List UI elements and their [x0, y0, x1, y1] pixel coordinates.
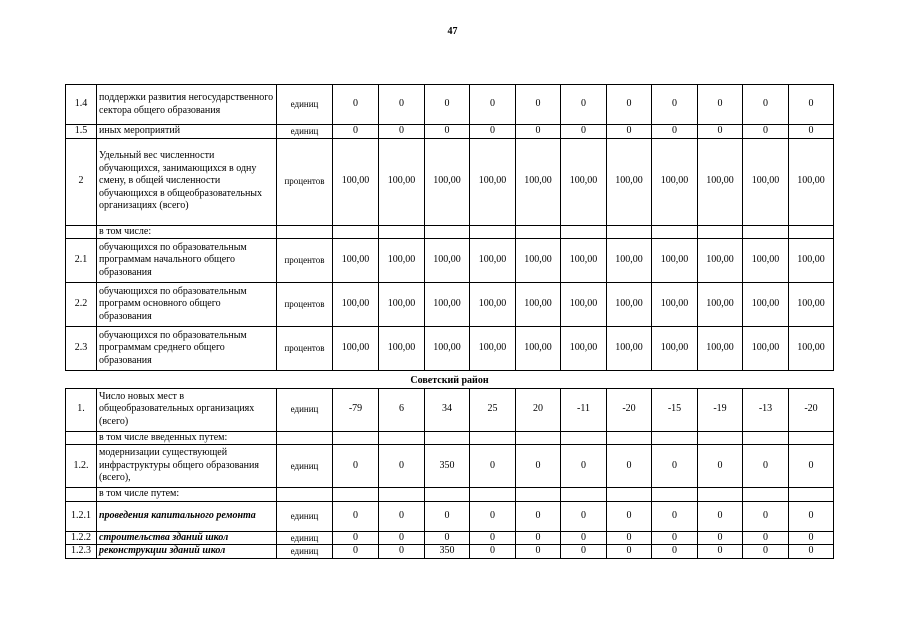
- value-cell: 0: [561, 501, 607, 531]
- value-cell: [425, 225, 470, 239]
- value-cell: [516, 488, 561, 502]
- value-cell: 100,00: [425, 138, 470, 225]
- row-unit: единиц: [277, 85, 333, 125]
- value-cell: [379, 225, 425, 239]
- value-cell: [652, 488, 698, 502]
- value-cell: 0: [789, 545, 834, 559]
- table-row: [66, 388, 834, 431]
- value-cell: 0: [743, 125, 789, 139]
- value-cell: 0: [743, 545, 789, 559]
- section-title-row: [66, 375, 834, 388]
- table-row: [66, 125, 834, 139]
- value-cell: 100,00: [425, 327, 470, 371]
- row-description: Число новых мест в общеобразовательных организациях (всего): [97, 388, 277, 431]
- row-description: в том числе введенных путем:: [97, 431, 277, 445]
- row-unit: единиц: [277, 388, 333, 431]
- value-cell: 0: [516, 85, 561, 125]
- value-cell: 0: [425, 85, 470, 125]
- row-description: поддержки развития негосударственного сектора общего образования: [97, 85, 277, 125]
- value-cell: 100,00: [607, 283, 652, 327]
- value-cell: 100,00: [607, 138, 652, 225]
- value-cell: [333, 225, 379, 239]
- value-cell: 100,00: [607, 327, 652, 371]
- row-number: 1.2.: [66, 445, 97, 488]
- value-cell: [561, 431, 607, 445]
- value-cell: 0: [470, 445, 516, 488]
- value-cell: 100,00: [470, 327, 516, 371]
- value-cell: 0: [789, 125, 834, 139]
- value-cell: 0: [789, 445, 834, 488]
- value-cell: 0: [698, 445, 743, 488]
- value-cell: 0: [333, 501, 379, 531]
- value-cell: 0: [561, 85, 607, 125]
- value-cell: 0: [561, 125, 607, 139]
- value-cell: [743, 225, 789, 239]
- value-cell: [607, 225, 652, 239]
- value-cell: 100,00: [561, 138, 607, 225]
- row-description: Удельный вес численности обучающихся, занимающихся в одну смену, в общей численности обучающихся в общеобразовательных организациях (всего): [97, 138, 277, 225]
- value-cell: [425, 431, 470, 445]
- row-unit: процентов: [277, 283, 333, 327]
- value-cell: 0: [333, 531, 379, 545]
- value-cell: 0: [470, 85, 516, 125]
- table-row: [66, 225, 834, 239]
- value-cell: 100,00: [652, 327, 698, 371]
- value-cell: 100,00: [789, 327, 834, 371]
- value-cell: 100,00: [470, 138, 516, 225]
- value-cell: 0: [516, 501, 561, 531]
- value-cell: [470, 431, 516, 445]
- value-cell: [516, 225, 561, 239]
- value-cell: 0: [652, 445, 698, 488]
- row-unit: процентов: [277, 138, 333, 225]
- value-cell: 0: [561, 445, 607, 488]
- value-cell: 0: [425, 531, 470, 545]
- row-number: 1.2.1: [66, 501, 97, 531]
- value-cell: 100,00: [425, 283, 470, 327]
- row-unit: [277, 225, 333, 239]
- value-cell: 0: [516, 545, 561, 559]
- row-unit: единиц: [277, 545, 333, 559]
- value-cell: 0: [789, 531, 834, 545]
- table-row: [66, 488, 834, 502]
- value-cell: 100,00: [698, 283, 743, 327]
- value-cell: 100,00: [743, 138, 789, 225]
- row-description: в том числе путем:: [97, 488, 277, 502]
- value-cell: 0: [698, 545, 743, 559]
- indicator-table-sovetsky: [65, 375, 834, 559]
- row-number: 2.2: [66, 283, 97, 327]
- value-cell: 0: [789, 85, 834, 125]
- value-cell: 0: [607, 125, 652, 139]
- row-unit: [277, 488, 333, 502]
- value-cell: 20: [516, 388, 561, 431]
- row-description: иных мероприятий: [97, 125, 277, 139]
- value-cell: 350: [425, 445, 470, 488]
- value-cell: 100,00: [516, 283, 561, 327]
- table-row: [66, 327, 834, 371]
- value-cell: [561, 225, 607, 239]
- value-cell: -19: [698, 388, 743, 431]
- value-cell: 100,00: [789, 283, 834, 327]
- row-number: [66, 225, 97, 239]
- value-cell: 0: [743, 85, 789, 125]
- value-cell: 100,00: [516, 239, 561, 283]
- row-number: 1.2.3: [66, 545, 97, 559]
- row-number: 2.1: [66, 239, 97, 283]
- value-cell: 0: [652, 501, 698, 531]
- value-cell: -20: [789, 388, 834, 431]
- value-cell: [333, 488, 379, 502]
- value-cell: 0: [379, 501, 425, 531]
- table-row: [66, 531, 834, 545]
- value-cell: 100,00: [789, 138, 834, 225]
- value-cell: 100,00: [561, 327, 607, 371]
- table-row: [66, 445, 834, 488]
- value-cell: 0: [607, 445, 652, 488]
- value-cell: 0: [561, 531, 607, 545]
- row-description: обучающихся по образовательным программ основного общего образования: [97, 283, 277, 327]
- value-cell: 100,00: [333, 327, 379, 371]
- value-cell: 0: [470, 125, 516, 139]
- value-cell: 0: [333, 85, 379, 125]
- value-cell: [379, 431, 425, 445]
- value-cell: [789, 225, 834, 239]
- value-cell: 0: [652, 545, 698, 559]
- row-unit: единиц: [277, 501, 333, 531]
- value-cell: 0: [379, 445, 425, 488]
- row-number: [66, 431, 97, 445]
- row-unit: процентов: [277, 239, 333, 283]
- table-row: [66, 283, 834, 327]
- row-description: в том числе:: [97, 225, 277, 239]
- table-row: [66, 431, 834, 445]
- value-cell: 0: [743, 501, 789, 531]
- value-cell: 0: [698, 85, 743, 125]
- value-cell: 0: [333, 545, 379, 559]
- value-cell: 100,00: [743, 239, 789, 283]
- value-cell: 100,00: [425, 239, 470, 283]
- value-cell: 100,00: [789, 239, 834, 283]
- value-cell: 100,00: [607, 239, 652, 283]
- value-cell: -20: [607, 388, 652, 431]
- value-cell: 0: [607, 85, 652, 125]
- value-cell: 100,00: [516, 138, 561, 225]
- value-cell: 0: [698, 501, 743, 531]
- value-cell: [607, 431, 652, 445]
- indicator-table-top: [65, 84, 834, 371]
- row-description: обучающихся по образовательным программам среднего общего образования: [97, 327, 277, 371]
- value-cell: 0: [470, 545, 516, 559]
- value-cell: [743, 488, 789, 502]
- value-cell: 100,00: [743, 327, 789, 371]
- value-cell: [698, 488, 743, 502]
- value-cell: 0: [698, 531, 743, 545]
- value-cell: [516, 431, 561, 445]
- value-cell: 0: [789, 501, 834, 531]
- value-cell: 100,00: [743, 283, 789, 327]
- value-cell: 0: [516, 125, 561, 139]
- value-cell: -79: [333, 388, 379, 431]
- table-row: [66, 239, 834, 283]
- value-cell: 100,00: [652, 283, 698, 327]
- value-cell: 100,00: [379, 327, 425, 371]
- table-row: [66, 85, 834, 125]
- row-unit: единиц: [277, 445, 333, 488]
- value-cell: 0: [425, 501, 470, 531]
- value-cell: [470, 488, 516, 502]
- row-description: реконструкции зданий школ: [97, 545, 277, 559]
- row-unit: процентов: [277, 327, 333, 371]
- row-description: модернизации существующей инфраструктуры общего образования (всего),: [97, 445, 277, 488]
- page-number: 47: [447, 26, 458, 37]
- row-number: 2.3: [66, 327, 97, 371]
- value-cell: 0: [379, 125, 425, 139]
- value-cell: 100,00: [379, 239, 425, 283]
- value-cell: [698, 225, 743, 239]
- value-cell: 34: [425, 388, 470, 431]
- value-cell: [470, 225, 516, 239]
- row-description: строительства зданий школ: [97, 531, 277, 545]
- value-cell: 100,00: [333, 239, 379, 283]
- value-cell: 100,00: [516, 327, 561, 371]
- value-cell: 100,00: [652, 138, 698, 225]
- value-cell: [652, 225, 698, 239]
- value-cell: 6: [379, 388, 425, 431]
- table-row: [66, 138, 834, 225]
- value-cell: 100,00: [698, 327, 743, 371]
- value-cell: 0: [379, 85, 425, 125]
- value-cell: 0: [743, 531, 789, 545]
- value-cell: [652, 431, 698, 445]
- value-cell: 0: [698, 125, 743, 139]
- table-row: [66, 545, 834, 559]
- value-cell: -15: [652, 388, 698, 431]
- value-cell: 100,00: [470, 239, 516, 283]
- value-cell: -11: [561, 388, 607, 431]
- value-cell: 100,00: [698, 239, 743, 283]
- value-cell: [789, 431, 834, 445]
- value-cell: 0: [425, 125, 470, 139]
- value-cell: 100,00: [379, 138, 425, 225]
- value-cell: 0: [607, 501, 652, 531]
- row-number: 1.4: [66, 85, 97, 125]
- value-cell: 25: [470, 388, 516, 431]
- value-cell: 0: [652, 125, 698, 139]
- value-cell: 0: [379, 545, 425, 559]
- row-number: 1.5: [66, 125, 97, 139]
- row-description: проведения капитального ремонта: [97, 501, 277, 531]
- value-cell: 0: [743, 445, 789, 488]
- value-cell: 0: [516, 531, 561, 545]
- value-cell: 350: [425, 545, 470, 559]
- value-cell: [789, 488, 834, 502]
- value-cell: 0: [333, 125, 379, 139]
- value-cell: 0: [652, 531, 698, 545]
- value-cell: 100,00: [561, 283, 607, 327]
- value-cell: [425, 488, 470, 502]
- value-cell: 0: [652, 85, 698, 125]
- value-cell: 100,00: [379, 283, 425, 327]
- row-unit: [277, 431, 333, 445]
- value-cell: 0: [470, 531, 516, 545]
- value-cell: [561, 488, 607, 502]
- value-cell: [607, 488, 652, 502]
- value-cell: [743, 431, 789, 445]
- value-cell: 0: [516, 445, 561, 488]
- row-number: 1.: [66, 388, 97, 431]
- value-cell: 0: [470, 501, 516, 531]
- value-cell: 100,00: [333, 283, 379, 327]
- value-cell: 0: [379, 531, 425, 545]
- value-cell: -13: [743, 388, 789, 431]
- value-cell: 100,00: [698, 138, 743, 225]
- section-title: Советский район: [410, 375, 489, 386]
- row-description: обучающихся по образовательным программам начального общего образования: [97, 239, 277, 283]
- value-cell: [379, 488, 425, 502]
- row-number: 1.2.2: [66, 531, 97, 545]
- value-cell: 0: [333, 445, 379, 488]
- value-cell: 0: [607, 545, 652, 559]
- value-cell: 100,00: [470, 283, 516, 327]
- row-number: 2: [66, 138, 97, 225]
- value-cell: [333, 431, 379, 445]
- value-cell: 100,00: [561, 239, 607, 283]
- value-cell: 0: [561, 545, 607, 559]
- value-cell: 100,00: [333, 138, 379, 225]
- row-number: [66, 488, 97, 502]
- row-unit: единиц: [277, 125, 333, 139]
- value-cell: 100,00: [652, 239, 698, 283]
- value-cell: [698, 431, 743, 445]
- row-unit: единиц: [277, 531, 333, 545]
- value-cell: 0: [607, 531, 652, 545]
- table-row: [66, 501, 834, 531]
